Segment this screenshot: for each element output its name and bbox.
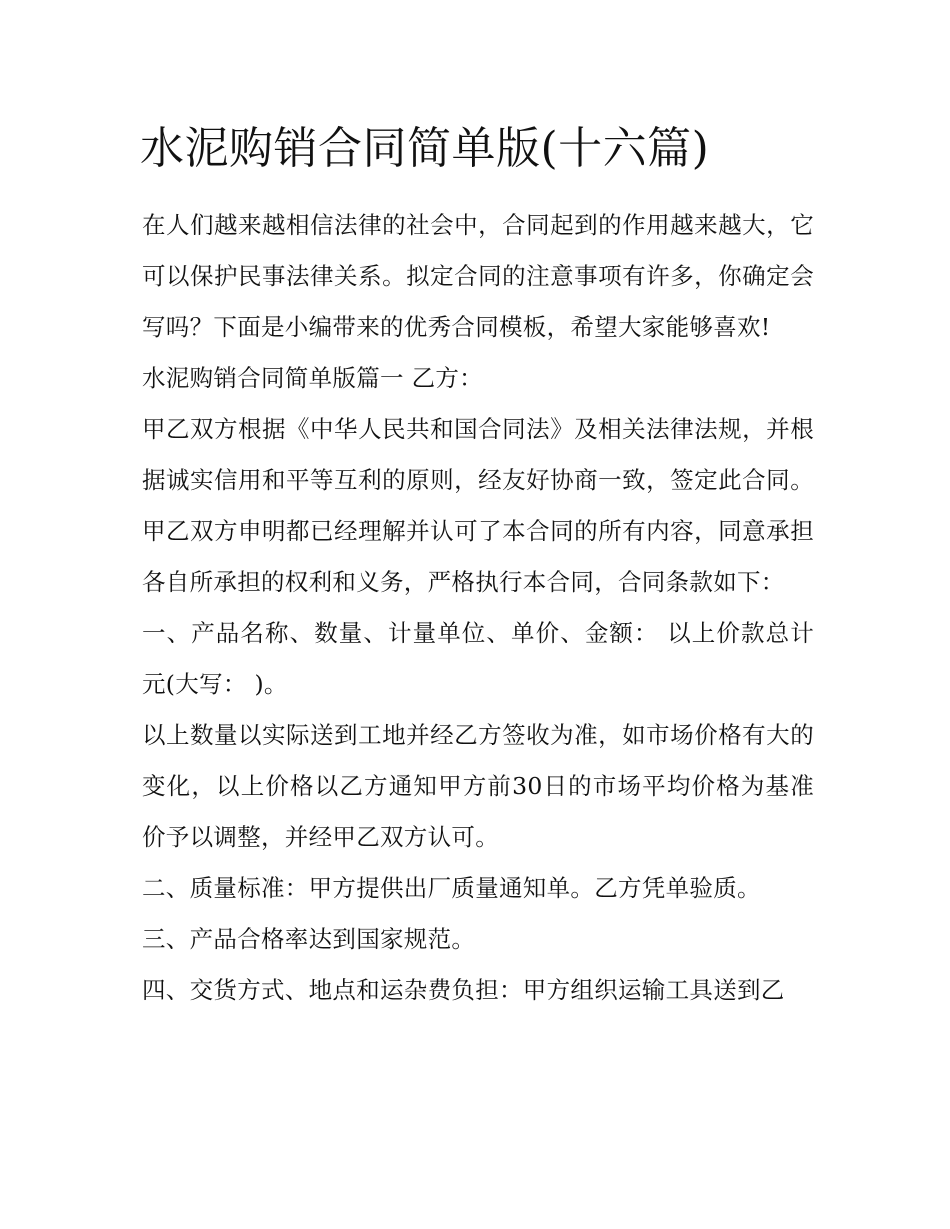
intro-paragraph: 在人们越来越相信法律的社会中，合同起到的作用越来越大，它可以保护民事法律关系。拟定合同的注意事项有许多，你确定会写吗？下面是小编带来的优秀合同模板，希望大家能够喜欢! — [142, 211, 814, 341]
document-title: 水泥购销合同简单版(十六篇) — [140, 123, 710, 174]
preamble-paragraph: 甲乙双方根据《中华人民共和国合同法》及相关法律法规，并根据诚实信用和平等互利的原则，经友好协商一致，签定此合同。甲乙双方申明都已经理解并认可了本合同的所有内容，同意承担各自所承担的权利和义务，严格执行本合同，合同条款如下： — [142, 415, 814, 596]
clause-4-paragraph: 四、交货方式、地点和运杂费负担：甲方组织运输工具送到乙 — [142, 976, 785, 1004]
section-heading: 水泥购销合同简单版篇一 乙方： — [142, 364, 483, 392]
quantity-note-paragraph: 以上数量以实际送到工地并经乙方签收为准，如市场价格有大的变化，以上价格以乙方通知甲方前30日的市场平均价格为基准价予以调整，并经甲乙双方认可。 — [142, 721, 814, 851]
clause-1-paragraph: 一、产品名称、数量、计量单位、单价、金额： 以上价款总计 元(大写： )。 — [142, 619, 814, 698]
clause-3-paragraph: 三、产品合格率达到国家规范。 — [142, 925, 476, 953]
clause-2-paragraph: 二、质量标准：甲方提供出厂质量通知单。乙方凭单验质。 — [142, 874, 761, 902]
document-body — [142, 200, 814, 1016]
